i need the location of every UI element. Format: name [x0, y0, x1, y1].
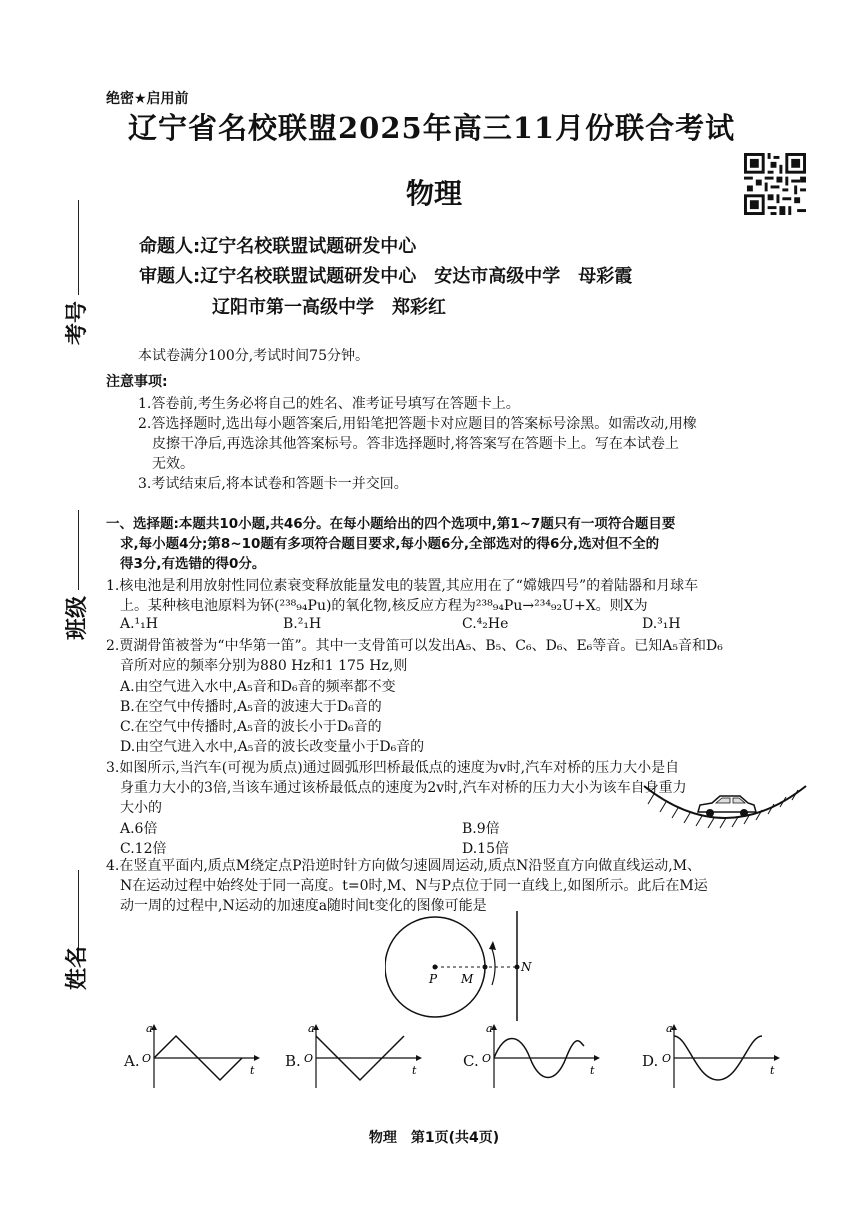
score-time: 本试卷满分100分,考试时间75分钟。 — [138, 348, 369, 364]
q4-option-c-label: C. — [463, 1052, 479, 1070]
q1-option-b: B.²₁H — [283, 616, 322, 632]
q4-line-2: N在运动过程中始终处于同一高度。t=0时,M、N与P点位于同一直线上,如图所示。此后在M运 — [120, 878, 708, 894]
graph-a-origin: O — [142, 1052, 152, 1065]
graph-b-origin: O — [304, 1052, 314, 1065]
q1-option-c: C.⁴₂He — [462, 616, 509, 632]
exam-title: 辽宁省名校联盟2025年高三11月份联合考试 — [128, 111, 736, 145]
note-3: 3.考试结束后,将本试卷和答题卡一并交回。 — [138, 476, 408, 492]
q4-line-3: 动一周的过程中,N运动的加速度a随时间t变化的图像可能是 — [120, 898, 487, 914]
q1-option-d: D.³₁H — [642, 616, 681, 632]
graph-d-origin: O — [662, 1052, 672, 1065]
circular-motion-figure — [385, 905, 545, 1025]
name-label: 姓名 — [65, 945, 90, 990]
section-1-line-1: 一、选择题:本题共10小题,共46分。在每小题给出的四个选项中,第1~7题只有一项符合题目要 — [106, 516, 676, 532]
note-1: 1.答卷前,考生务必将自己的姓名、准考证号填写在答题卡上。 — [138, 396, 520, 412]
subject-title: 物理 — [405, 177, 462, 210]
graph-b — [302, 1022, 426, 1090]
page-footer: 物理 第1页(共4页) — [368, 1130, 500, 1146]
q4-option-b-label: B. — [285, 1052, 301, 1070]
q3-option-b: B.9倍 — [462, 821, 500, 837]
class-label: 班级 — [65, 595, 90, 640]
secret-mark: 绝密★启用前 — [106, 91, 189, 107]
q2-option-a: A.由空气进入水中,A₅音和D₆音的频率都不变 — [120, 679, 396, 695]
graph-d-axis-t: t — [770, 1064, 775, 1077]
graph-c-axis-t: t — [590, 1064, 595, 1077]
graph-a — [140, 1022, 264, 1090]
graph-d-axis-a: a — [666, 1022, 673, 1035]
q3-line-1: 3.如图所示,当汽车(可视为质点)通过圆弧形凹桥最低点的速度为v时,汽车对桥的压力大小是自 — [106, 760, 680, 776]
class-line — [78, 510, 79, 590]
section-1-line-2: 求,每小题4分;第8~10题有多项符合题目要求,每小题6分,全部选对的得6分,选对但不全的 — [120, 536, 660, 552]
exam-no-label: 考号 — [65, 300, 90, 345]
reviewer-line-2: 辽阳市第一高级中学 郑彩红 — [212, 297, 446, 318]
exam-no-line — [78, 200, 79, 295]
q2-line-2: 音所对应的频率分别为880 Hz和1 175 Hz,则 — [120, 658, 408, 674]
graph-c — [480, 1022, 604, 1090]
q4-option-d-label: D. — [642, 1052, 659, 1070]
section-1-line-3: 得3分,有选错的得0分。 — [120, 556, 266, 572]
q3-option-a: A.6倍 — [120, 821, 158, 837]
graph-a-axis-t: t — [250, 1064, 255, 1077]
q2-option-d: D.由空气进入水中,A₅音的波长改变量小于D₆音的 — [120, 739, 425, 755]
q4-line-1: 4.在竖直平面内,质点M绕定点P沿逆时针方向做匀速圆周运动,质点N沿竖直方向做直线运动,M、 — [106, 858, 702, 874]
graph-c-origin: O — [482, 1052, 492, 1065]
q1-line-2: 上。某种核电池原料为钚(²³⁸₉₄Pu)的氧化物,核反应方程为²³⁸₉₄Pu→²³⁴₉₂U+X。则X为 — [120, 598, 648, 614]
graph-c-axis-a: a — [486, 1022, 493, 1035]
point-p-label: P — [429, 972, 438, 986]
graph-b-axis-t: t — [412, 1064, 417, 1077]
graph-d — [660, 1022, 784, 1090]
note-2b: 皮擦干净后,再选涂其他答案标号。答非选择题时,将答案写在答题卡上。写在本试卷上 — [152, 436, 679, 452]
qr-code-icon — [744, 153, 806, 215]
graph-b-axis-a: a — [308, 1022, 315, 1035]
q4-option-a-label: A. — [124, 1052, 140, 1070]
point-m-label: M — [461, 972, 474, 986]
q2-option-b: B.在空气中传播时,A₅音的波速大于D₆音的 — [120, 699, 382, 715]
q3-line-2: 身重力大小的3倍,当该车通过该桥最低点的速度为2v时,汽车对桥的压力大小为该车自身重力 — [120, 780, 687, 796]
graph-a-axis-a: a — [146, 1022, 153, 1035]
note-2c: 无效。 — [152, 456, 194, 472]
point-n-label: N — [521, 960, 532, 974]
bridge-figure — [640, 772, 810, 834]
car-icon — [698, 796, 756, 817]
note-2a: 2.答选择题时,选出每小题答案后,用铅笔把答题卡对应题目的答案标号涂黑。如需改动,用橡 — [138, 416, 697, 432]
q2-line-1: 2.贾湖骨笛被誉为“中华第一笛”。其中一支骨笛可以发出A₅、B₅、C₆、D₆、E₆等音。已知A₅音和D₆ — [106, 638, 723, 654]
q2-option-c: C.在空气中传播时,A₅音的波长小于D₆音的 — [120, 719, 382, 735]
q1-line-1: 1.核电池是利用放射性同位素衰变释放能量发电的装置,其应用在了“嫦娥四号”的着陆器和月球车 — [106, 578, 699, 594]
notes-title: 注意事项: — [106, 374, 168, 390]
reviewer-line-1: 审题人:辽宁名校联盟试题研发中心 安达市高级中学 母彩霞 — [139, 266, 633, 287]
q1-option-a: A.¹₁H — [120, 616, 158, 632]
q3-line-3: 大小的 — [120, 800, 162, 816]
setter-line: 命题人:辽宁名校联盟试题研发中心 — [139, 236, 417, 257]
q3-option-d: D.15倍 — [462, 841, 509, 857]
q3-option-c: C.12倍 — [120, 841, 167, 857]
